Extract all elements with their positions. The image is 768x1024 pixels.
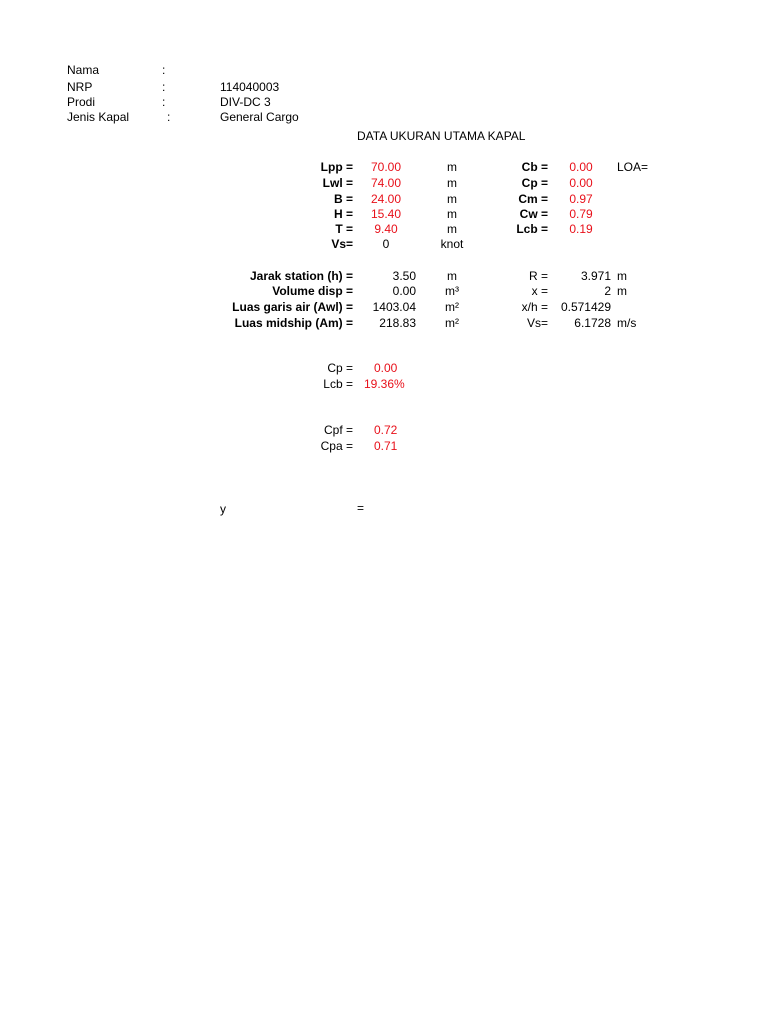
volume-disp-label: Volume disp = <box>272 284 353 298</box>
prodi-colon: : <box>162 95 166 109</box>
nama-colon: : <box>162 63 166 77</box>
page-title: DATA UKURAN UTAMA KAPAL <box>357 129 526 143</box>
cpa-value: 0.71 <box>374 439 398 453</box>
prodi-value: DIV-DC 3 <box>220 95 271 109</box>
jarak-station-label: Jarak station (h) = <box>249 269 353 283</box>
x-over-h-label: x/h = <box>521 300 548 314</box>
nrp-colon: : <box>162 80 166 94</box>
prodi-label: Prodi <box>67 95 96 109</box>
b-value: 24.00 <box>370 192 402 206</box>
luas-garis-air-value: 1403.04 <box>372 300 416 314</box>
lpp-value: 70.00 <box>370 160 402 174</box>
vs-knot-unit: knot <box>440 237 464 251</box>
cp-label: Cp = <box>521 176 548 190</box>
b-label: B = <box>333 192 353 206</box>
nama-label: Nama <box>67 63 100 77</box>
lwl-value: 74.00 <box>370 176 402 190</box>
vs-ms-label: Vs= <box>526 316 548 330</box>
nrp-value: 114040003 <box>220 80 280 94</box>
x-over-h-value: 0.571429 <box>560 300 611 314</box>
cw-value: 0.79 <box>569 207 593 221</box>
cpa-label: Cpa = <box>320 439 353 453</box>
luas-midship-label: Luas midship (Am) = <box>234 316 353 330</box>
cpf-value: 0.72 <box>374 423 398 437</box>
t-unit: m <box>447 222 457 236</box>
cb-value: 0.00 <box>569 160 593 174</box>
lcb-result-label: Lcb = <box>323 377 353 391</box>
vs-ms-value: 6.1728 <box>574 316 611 330</box>
cpf-label: Cpf = <box>323 423 353 437</box>
t-value: 9.40 <box>374 222 398 236</box>
volume-disp-unit: m³ <box>445 284 459 298</box>
r-label: R = <box>528 269 548 283</box>
h-label: H = <box>333 207 353 221</box>
cm-label: Cm = <box>518 192 548 206</box>
vs-knot-label: Vs= <box>331 237 353 251</box>
x-unit: m <box>617 284 627 298</box>
r-unit: m <box>617 269 627 283</box>
jarak-station-value: 3.50 <box>392 269 416 283</box>
luas-midship-value: 218.83 <box>379 316 416 330</box>
x-value: 2 <box>604 284 611 298</box>
jenis-kapal-value: General Cargo <box>220 110 299 124</box>
y-label: y <box>220 502 226 516</box>
vs-knot-value: 0 <box>382 237 390 251</box>
lpp-unit: m <box>447 160 457 174</box>
x-label: x = <box>531 284 548 298</box>
vs-ms-unit: m/s <box>617 316 637 330</box>
cp-result-label: Cp = <box>327 361 353 375</box>
lcb-label: Lcb = <box>516 222 548 236</box>
lwl-label: Lwl = <box>322 176 353 190</box>
jenis-kapal-colon: : <box>167 110 171 124</box>
lcb-result-value: 19.36% <box>364 377 405 391</box>
volume-disp-value: 0.00 <box>392 284 416 298</box>
cw-label: Cw = <box>519 207 548 221</box>
jenis-kapal-label: Jenis Kapal <box>67 110 130 124</box>
b-unit: m <box>447 192 457 206</box>
lpp-label: Lpp = <box>320 160 353 174</box>
r-value: 3.971 <box>580 269 611 283</box>
h-unit: m <box>447 207 457 221</box>
y-equals: = <box>357 501 365 515</box>
cp-result-value: 0.00 <box>374 361 398 375</box>
jarak-station-unit: m <box>447 269 457 283</box>
loa-label: LOA= <box>617 160 649 174</box>
luas-midship-unit: m² <box>445 316 459 330</box>
t-label: T = <box>335 222 353 236</box>
lwl-unit: m <box>447 176 457 190</box>
h-value: 15.40 <box>370 207 402 221</box>
cp-value: 0.00 <box>569 176 593 190</box>
lcb-coef-value: 0.19 <box>569 222 593 236</box>
luas-garis-air-label: Luas garis air (Awl) = <box>232 300 353 314</box>
cm-value: 0.97 <box>569 192 593 206</box>
luas-garis-air-unit: m² <box>445 300 459 314</box>
cb-label: Cb = <box>521 160 548 174</box>
nrp-label: NRP <box>67 80 93 94</box>
